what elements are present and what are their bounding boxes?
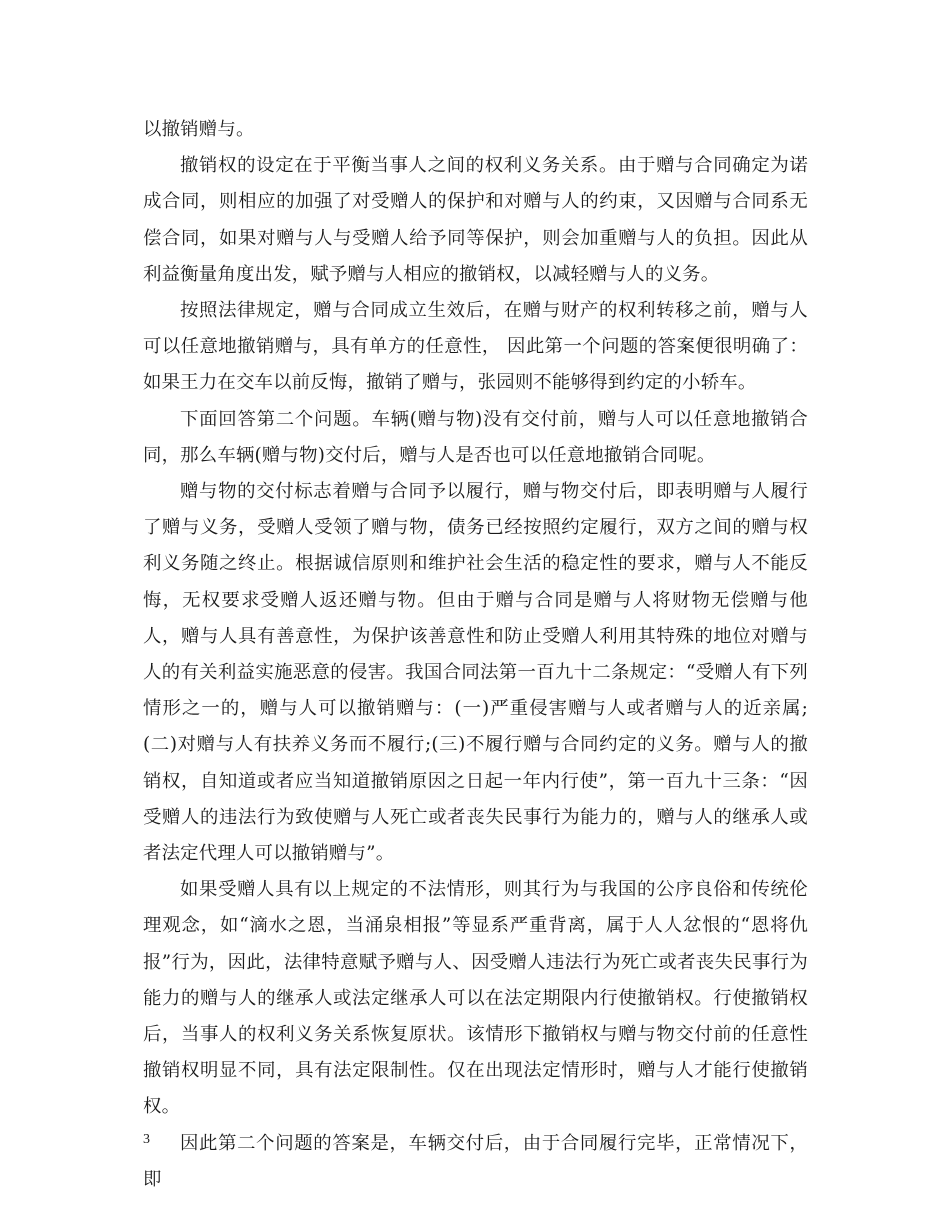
paragraph-delivery-effect: 赠与物的交付标志着赠与合同予以履行，赠与物交付后，即表明赠与人履行了赠与义务，受赠人受领了赠与物，债务已经按照约定履行，双方之间的赠与权利义务随之终止。根据诚信原则和维护社会生活的稳定性的要求，赠与人不能反悔，无权要求受赠人返还赠与物。但由于赠与合同是赠与人将财物无偿赠与他人，赠与人具有善意性，为保护该善意性和防止受赠人利用其特殊的地位对赠与人的有关利益实施恶意的侵害。我国合同法第一百九十二条规定：“受赠人有下列情形之一的，赠与人可以撤销赠与：(一)严重侵害赠与人或者赠与人的近亲属;(二)对赠与人有扶养义务而不履行;(三)不履行赠与合同约定的义务。赠与人的撤销权，自知道或者应当知道撤销原因之日起一年内行使”，第一百九十三条：“因受赠人的违法行为致使赠与人死亡或者丧失民事行为能力的，赠与人的继承人或者法定代理人可以撤销赠与”。 (143, 481, 808, 865)
paragraph-first-question-answer: 按照法律规定，赠与合同成立生效后，在赠与财产的权利转移之前，赠与人可以任意地撤销赠与，具有单方的任意性， 因此第一个问题的答案便很明确了：如果王力在交车以前反悔，撤销了赠与，张园则不能够得到约定的小轿车。 (143, 300, 808, 394)
paragraph-revocation-purpose: 撤销权的设定在于平衡当事人之间的权利义务关系。由于赠与合同确定为诺成合同，则相应的加强了对受赠人的保护和对赠与人的约束，又因赠与合同系无偿合同，如果对赠与人与受赠人给予同等保护，则会加重赠与人的负担。因此从利益衡量角度出发，赋予赠与人相应的撤销权，以减轻赠与人的义务。 (143, 155, 808, 285)
paragraph-second-answer: 因此第二个问题的答案是，车辆交付后，由于合同履行完毕，正常情况下，即 (143, 1132, 808, 1190)
body-text (143, 112, 808, 1198)
paragraph-illegal-circumstances: 如果受赠人具有以上规定的不法情形，则其行为与我国的公序良俗和传统伦理观念，如“滴水之恩，当涌泉相报”等显系严重背离，属于人人忿恨的“恩将仇报”行为，因此，法律特意赋予赠与人、因受赠人违法行为死亡或者丧失民事行为能力的赠与人的继承人或法定继承人可以在法定期限内行使撤销权。行使撤销权后，当事人的权利义务关系恢复原状。该情形下撤销权与赠与物交付前的任意性撤销权明显不同，具有法定限制性。仅在出现法定情形时，赠与人才能行使撤销权。 (143, 879, 808, 1118)
paragraph-second-question: 下面回答第二个问题。车辆(赠与物)没有交付前，赠与人可以任意地撤销合同，那么车辆(赠与物)交付后，赠与人是否也可以任意地撤销合同呢。 (143, 408, 808, 466)
page-number: 3 (143, 1132, 150, 1147)
paragraph-continuation: 以撤销赠与。 (143, 119, 255, 140)
